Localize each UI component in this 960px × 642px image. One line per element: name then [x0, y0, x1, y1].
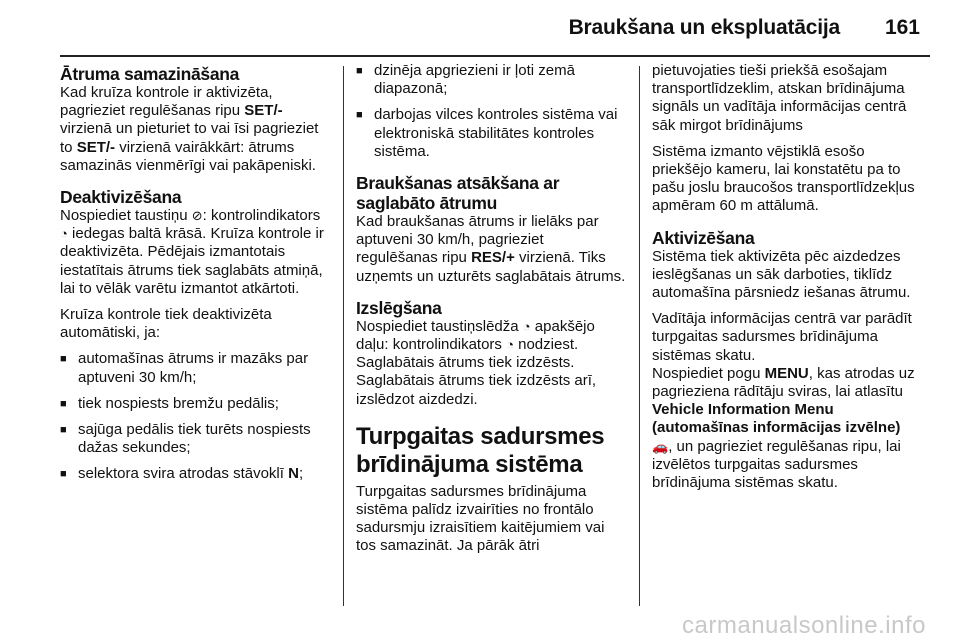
heading-speed-reduction: Ātruma samazināšana — [60, 64, 240, 84]
paragraph-switch-off: Nospiediet taustiņslēdža ◔ apakšējo daļu: kontrolindikators ◔ nodziest. Saglabātais ātrums tiek izdzēsts. Saglabātais ātrums tiek izdzēsts arī, izslēdzot aizdedzi. — [356, 317, 597, 408]
paragraph-forward-collision-alert: Turpgaitas sadursmes brīdinājuma sistēma palīdz izvairīties no frontālo sadursmju izraisītiem kaitējumiem vai tos samazināt. Ja pārāk ātri — [356, 482, 605, 555]
auto-deactivation-list — [60, 350, 330, 483]
section-title: Braukšana un ekspluatācija — [568, 16, 840, 39]
column-3 — [652, 62, 924, 500]
heading-deactivation: Deaktivizēšana — [60, 187, 182, 208]
auto-deactivation-list-continued — [356, 62, 628, 161]
column-divider — [639, 66, 640, 606]
list-item: ■ selektora svira atrodas stāvoklī N; — [60, 465, 330, 483]
list-item: ■ dzinēja apgriezieni ir ļoti zemā diapazonā; — [356, 62, 628, 98]
paragraph-resume-speed: Kad braukšanas ātrums ir lielāks par aptuveni 30 km/h, pagrieziet regulēšanas ripu RES/+ virzienā. Tiks uzņemts un uzturēts saglabātais ātrums. — [356, 213, 626, 285]
cruise-control-icon: ◔ — [60, 226, 68, 242]
column-2 — [356, 62, 628, 556]
header-rule — [60, 55, 930, 57]
list-item: ■ sajūga pedālis tiek turēts nospiests dažas sekundes; — [60, 421, 330, 457]
list-item: ■ darbojas vilces kontroles sistēma vai elektroniskā stabilitātes kontroles sistēma. — [356, 106, 628, 161]
cruise-cancel-icon: ⊘ — [191, 208, 203, 224]
column-divider — [343, 66, 344, 606]
paragraph-warning: pietuvojaties tieši priekšā esošajam transportlīdzeklim, atskan brīdinājuma signāls un vadītāja informācijas centrā sāk mirgot brīdinājums — [652, 62, 907, 134]
cruise-control-icon: ◔ — [522, 318, 531, 334]
paragraph-deactivation: Nospiediet taustiņu ⊘: kontrolindikators ◔ iedegas baltā krāsā. Kruīza kontrole ir deaktivizēta. Pēdējais izmantotais iestatītais ātrums tiek saglabāts atmiņā, lai to vēlāk varētu izmantot atkārtoti. — [60, 207, 324, 297]
paragraph-auto-deactivation: Kruīza kontrole tiek deaktivizēta automātiski, ja: — [60, 306, 272, 342]
paragraph-camera: Sistēma izmanto vējstiklā esošo priekšējo kameru, lai konstatētu pa to pašu joslu braucošos transportlīdzekļus apmēram 60 m attālumā. — [652, 142, 915, 215]
heading-activation: Aktivizēšana — [652, 227, 755, 248]
heading-switch-off: Izslēgšana — [356, 297, 442, 318]
page-number: 161 — [884, 16, 920, 39]
list-item: ■ automašīnas ātrums ir mazāks par aptuveni 30 km/h; — [60, 350, 330, 386]
list-item: ■ tiek nospiests bremžu pedālis; — [60, 395, 330, 413]
paragraph-dic-menu: Nospiediet pogu MENU, kas atrodas uz pagrieziena rādītāju sviras, lai atlasītu Vehicle Information Menu (automašīnas informācijas izvēlne) 🚗, un pagrieziet regulēšanas ripu, lai izvēlētos turpgaitas sadursmes brīdinājuma sistēmas skatu. — [652, 364, 915, 492]
page-header — [0, 0, 960, 56]
cruise-control-icon: ◔ — [506, 337, 514, 353]
column-1 — [60, 62, 330, 492]
heading-resume-speed: Braukšanas atsākšana ar saglabāto ātrumu — [356, 173, 560, 214]
paragraph-dic: Vadītāja informācijas centrā var parādīt turpgaitas sadursmes brīdinājuma sistēmas skatu. — [652, 310, 912, 364]
heading-forward-collision-alert: Turpgaitas sadursmes brīdinājuma sistēma — [356, 422, 605, 478]
car-icon: 🚗 — [652, 438, 669, 454]
paragraph-activation: Sistēma tiek aktivizēta pēc aizdedzes ieslēgšanas un sāk darboties, tiklīdz automašīna pārsniedz iešanas ātrumu. — [652, 247, 911, 302]
watermark: carmanualsonline.info — [682, 612, 926, 639]
paragraph-speed-reduction: Kad kruīza kontrole ir aktivizēta, pagrieziet regulēšanas ripu SET/- virzienā un pieturiet to vai īsi pagrieziet to SET/- virzienā vairākkārt: ātrums samazinās vienmērīgi vai pakāpeniski. — [60, 84, 319, 174]
